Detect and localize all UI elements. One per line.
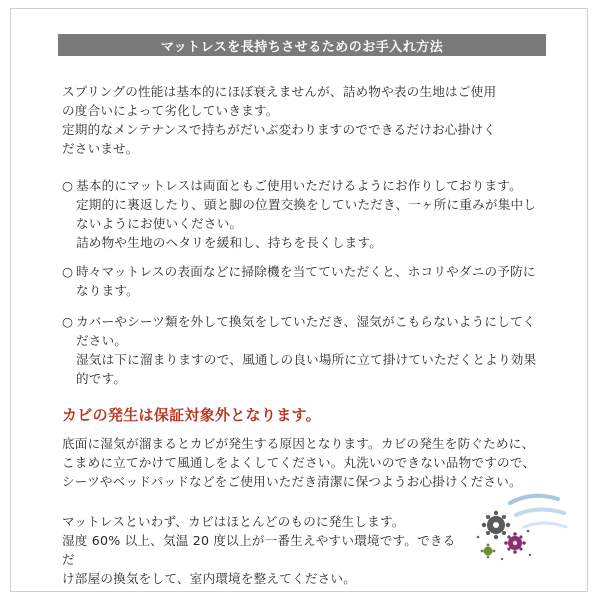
intro-line: の度合いによって劣化していきます。 xyxy=(62,103,279,118)
circle-bullet-icon: ○ xyxy=(62,314,74,329)
mold-cause-paragraph xyxy=(62,434,552,491)
care-item-vacuum xyxy=(62,262,552,300)
intro-paragraph xyxy=(62,82,552,158)
paragraph-line: シーツやベッドパッドなどをご使用いただき清潔に保つようお心掛けください。 xyxy=(62,474,522,489)
paragraph-line: 底面に湿気が溜まるとカビが発生する原因となります。カビの発生を防ぐために、 xyxy=(62,436,535,451)
care-item-lead: カバーやシーツ類を外して換気をしていただき、湿気がこもらないようにしてく xyxy=(76,314,536,329)
care-item-lead: 時々マットレスの表面などに掃除機を当てていただくと、ホコリやダニの予防に xyxy=(76,264,536,279)
care-item-line: ださい。 xyxy=(76,333,128,348)
intro-line: 定期的なメンテナンスで持ちがだいぶ変わりますのでできるだけお心掛けく xyxy=(62,122,496,137)
paragraph-line: こまめに立てかけて風通しをよくしてください。丸洗いのできない品物ですので、 xyxy=(62,455,536,470)
intro-line: ださいませ。 xyxy=(62,141,139,156)
care-item-lead: 基本的にマットレスは両面ともご使用いただけるようにお作りしております。 xyxy=(76,178,522,193)
mold-environment-paragraph xyxy=(62,512,462,588)
care-item-ventilate xyxy=(62,312,552,388)
circle-bullet-icon: ○ xyxy=(62,178,74,193)
mold-warning-heading: カビの発生は保証対象外となります。 xyxy=(62,406,321,424)
care-item-line: 詰め物や生地のヘタリを緩和し、持ちを長くします。 xyxy=(76,235,383,250)
care-item-line: ないようにお使いください。 xyxy=(76,216,243,231)
care-item-line: 湿気は下に溜まりますので、風通しの良い場所に立て掛けていただくとより効果 xyxy=(76,352,537,367)
paragraph-line: け部屋の換気をして、室内環境を整えてください。 xyxy=(62,571,357,586)
mold-spores-illustration-icon xyxy=(470,485,570,570)
care-item-line: 的です。 xyxy=(76,371,127,386)
care-item-flip xyxy=(62,176,552,252)
intro-line: スプリングの性能は基本的にほぼ衰えませんが、詰め物や表の生地はご使用 xyxy=(62,84,497,99)
care-item-line: なります。 xyxy=(76,283,139,298)
page-title: マットレスを長持ちさせるためのお手入れ方法 xyxy=(58,34,546,56)
circle-bullet-icon: ○ xyxy=(62,264,74,279)
paragraph-line: 湿度 60% 以上、気温 20 度以上が一番生えやすい環境です。できるだ xyxy=(62,533,456,567)
care-item-line: 定期的に裏返したり、頭と脚の位置交換をしていただき、一ヶ所に重みが集中し xyxy=(76,197,537,212)
paragraph-line: マットレスといわず、カビはほとんどのものに発生します。 xyxy=(62,514,405,529)
